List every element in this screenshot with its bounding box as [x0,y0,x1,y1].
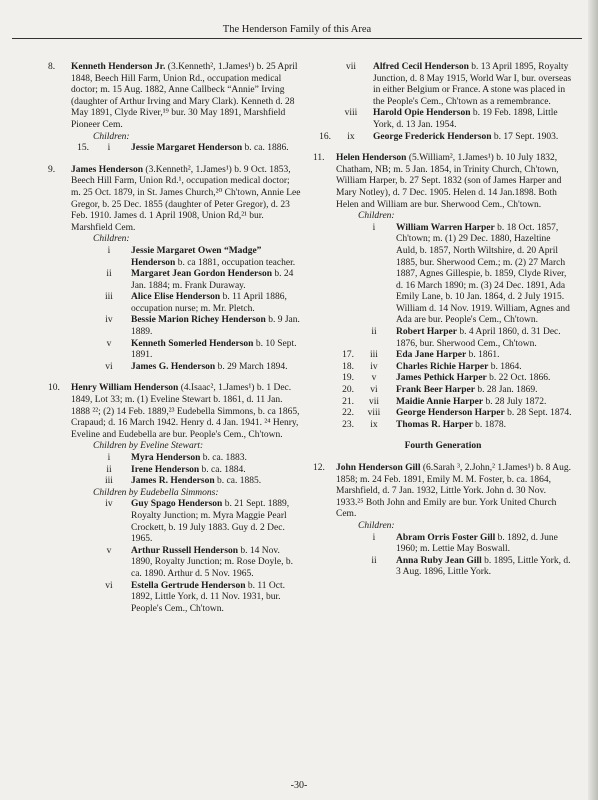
entry-text: (3.Kenneth², 1.James¹) b. 9 Oct. 1853, Beech Hill Farm, Union Rd.¹, occupation medical doctor; m. 25 Oct. 1879, in St. James Church,²⁰ Ch'town, Annie Lee Gregor, b. 25 Dec. 1855 (daughter of Peter Gregor), d. 23 Feb. 1910. James d. 1 April 1908, Union Rd,²¹ bur. Marshfield Cem. [71,164,301,233]
section-heading: Fourth Generation [404,441,482,452]
child-text: b. 11 Oct. 1892, Little York, d. 11 Nov. 1931, bur. People's Cem., Ch'town. [131,580,286,614]
child-item [313,132,573,144]
child-number: 19. [342,373,354,384]
child-text: b. 1892, d. June 1960; m. Lettie May Boswall. [396,532,558,555]
child-text: b. 18 Oct. 1857, Ch'town; m. (1) 29 Dec. 1880, Hazeltine Auld, b. 1857, North Wiltshire, d. 20 April 1885, bur. Sherwood Cem.; m. (2) 27 March 1887, Agnes Gillespie, b. 1859, Clyde River, d. 16 March 1890; m. (3) 24 Dec. 1891, Ada Emily Lane, b. 10 Jan. 1864, d. 2 July 1915. William d. 14 Nov. 1919. William, Agnes and Ada are bur. People's Cem., Ch'town. [396,222,570,326]
child-roman: iv [105,499,113,510]
child-item [336,350,573,362]
child-roman: vii [345,62,357,72]
child-item [71,315,301,338]
child-roman: ii [106,464,112,475]
child-text: b. 28 Sept. 1874. [504,408,572,419]
person-name: John Henderson Gill [336,463,421,473]
child-number: 18. [342,361,354,372]
child-item [71,269,301,292]
entry-number: 9. [48,164,56,175]
child-text: b. ca. 1883. [200,453,247,463]
child-text: b. 1864. [488,361,522,372]
child-item [71,292,301,315]
page-header: The Henderson Family of this Area [12,24,582,39]
child-number: 21. [342,396,354,407]
child-text: b. ca 1881, occupation teacher. [175,257,296,268]
child-number: 23. [342,419,354,430]
child-item [336,408,573,420]
child-text: b. 28 July 1872. [483,396,547,407]
entry-8 [48,62,301,155]
person-name: James Henderson [71,164,144,175]
child-name: Jessie Margaret Owen “Madge” Henderson [131,245,262,268]
child-text: b. 10 Sept. 1891. [131,338,297,361]
child-roman: iv [370,361,378,372]
child-item [71,499,301,545]
child-item [71,339,301,362]
child-text: b. 14 Nov. 1890, Royalty Junction; m. Rose Doyle, b. ca. 1890. Arthur d. 5 Nov. 1965. [131,545,294,579]
child-name: George Henderson Harper [396,408,505,419]
child-roman: vi [105,580,113,591]
child-item [71,465,301,477]
child-text: b. 21 Sept. 1889, Royalty Junction; m. Myra Maggie Pearl Crockett, b. 19 July 1883. Guy d. 2 Dec. 1965. [131,499,290,545]
child-name: James G. Henderson [131,361,216,372]
child-item [336,397,573,409]
child-text: b. 11 April 1886, occupation nurse; m. Mr. Pletch. [131,292,287,314]
child-name: William Warren Harper [396,222,495,233]
child-roman: vi [105,361,113,372]
child-roman: i [107,245,111,256]
child-text: b. 9 Jan. 1889. [131,315,300,338]
child-roman: v [371,373,377,384]
child-name: Alice Elise Henderson [131,292,221,303]
child-name: Harold Opie Henderson [373,108,471,119]
child-name: Alfred Cecil Henderson [373,62,469,72]
child-item [336,556,573,579]
left-column [48,62,301,625]
entry-number: 11. [313,153,325,164]
child-name: James Pethick Harper [396,373,487,384]
child-roman: ix [347,131,355,142]
children-label: Children: [358,520,395,531]
child-name: Estella Gertrude Henderson [131,580,246,591]
child-name: Bessie Marion Richey Henderson [131,315,266,326]
child-name: Anna Ruby Jean Gill [396,555,482,566]
child-name: Guy Spago Henderson [131,499,223,510]
child-roman: ii [371,555,377,566]
child-roman: v [106,338,112,349]
child-name: Irene Henderson [131,464,200,475]
child-roman: iv [105,315,113,326]
page-number: -30- [290,780,308,791]
child-roman: ii [371,327,377,338]
child-name: Arthur Russell Henderson [131,545,238,556]
child-text: b. 1861. [466,350,500,361]
entry-text: (6.Sarah ³, 2.John,² 1.James¹) b. 8 Aug. 1858; m. 24 Feb. 1891, Emily M. M. Foster, b. ca. 1864, Marshfield, d. 7 Jan. 1932, Little York. John d. 30 Nov. 1933.²⁵ Both John and Emily are bur. York United Church Cem. [336,463,571,520]
child-item [71,546,301,581]
child-name: Jessie Margaret Henderson [131,143,243,154]
child-text: b. 1878. [472,419,507,430]
entry-text: (4.Isaac², 1.James¹) b. 1 Dec. 1849, Lot 33; m. (1) Eveline Stewart b. 1861, d. 11 Jan. 1888 ²²; (2) 14 Feb. 1889,²³ Eudebella Simmons, b. ca 1865, Crapaud; d. 16 March 1942. Henry d. 4 Jan. 1941. ²⁴ Henry, Eveline and Eudebella are bur. People's Cem., Ch'town. [71,383,300,440]
child-name: James R. Henderson [131,476,215,487]
child-name: Charles Richie Harper [396,361,489,372]
child-roman: i [372,222,376,233]
child-number: 17. [342,350,354,361]
children-label: Children by Eveline Stewart: [93,441,204,452]
child-text: b. 17 Sept. 1903. [491,131,559,142]
children-label: Children: [93,131,130,142]
child-name: Maidie Annie Harper [396,396,484,407]
child-name: Abram Orris Foster Gill [396,532,496,543]
entry-9 [48,165,301,374]
child-name: Frank Beer Harper [396,385,475,396]
child-roman: ix [370,419,378,430]
entry-12 [313,463,573,579]
child-name: Kenneth Somerled Henderson [131,338,254,349]
child-number: 16. [319,131,331,142]
child-item [71,581,301,616]
children-label: Children: [358,211,395,222]
child-roman: i [107,453,111,463]
person-name: Henry William Henderson [71,383,179,394]
child-text: b. 4 April 1860, d. 31 Dec. 1876, bur. Sherwood Cem., Ch'town. [396,327,561,349]
child-roman: iii [105,292,113,303]
child-text: b. ca. 1884. [199,464,246,475]
child-name: George Frederick Henderson [373,131,492,142]
child-text: b. ca. 1885. [214,476,262,487]
child-item [71,362,301,374]
child-text: b. 29 March 1894. [215,361,288,372]
child-roman: viii [344,108,358,119]
child-item [336,327,573,350]
child-roman: ii [106,269,112,280]
child-text: b. 28 Jan. 1869. [474,385,538,396]
child-number: 15. [77,143,89,154]
child-item [336,362,573,374]
child-item [71,453,301,465]
child-item [313,62,573,108]
person-name: Kenneth Henderson Jr. [71,62,166,72]
child-item [336,223,573,327]
person-name: Helen Henderson [336,153,407,164]
child-item [336,373,573,385]
entry-11 [313,153,573,431]
child-roman: viii [367,408,381,419]
child-number: 20. [342,385,354,396]
right-column [313,62,573,589]
child-item [336,385,573,397]
child-item [71,143,301,155]
child-text: b. ca. 1886. [242,143,289,154]
entry-10 [48,383,301,615]
entry-number: 12. [313,463,325,473]
page-binding-shadow [588,0,598,800]
child-roman: iii [105,476,113,487]
child-item [71,246,301,269]
child-text: b. 22 Oct. 1866. [486,373,551,384]
child-text: b. 24 Jan. 1884; m. Frank Duraway. [131,269,294,291]
entry-number: 8. [48,62,56,72]
entry-text: (5.William², 1.James¹) b. 10 July 1832, Chatham, NB; m. 5 Jan. 1854, in Trinity Church, Ch'town, William Harper, b. 27 Sept. 1832 (son of James Harper and Mary Notley), d. 7 Dec. 1905. Helen d. 14 Jan.1898. Both Helen and William are bur. Sherwood Cem., Ch'town. [336,153,562,210]
child-item [336,420,573,432]
continued-children [313,62,573,143]
child-text: b. 13 April 1895, Royalty Junction, d. 8 May 1915, World War I, bur. overseas in either Belgium or France. A stone was placed in the People's Cem., Ch'town as a remembrance. [373,62,572,107]
entry-text: (3.Kenneth², 1.James¹) b. 25 April 1848, Beech Hill Farm, Union Rd., occupation medical doctor; m. 15 Aug. 1882, Anne Callbeck “Annie” Irving (daughter of Arthur Irving and Mary Clark). Kenneth d. 28 May 1891, Clyde River,¹⁹ bur. 30 May 1891, Marshfield Pioneer Cem. [71,62,298,130]
child-roman: i [107,143,111,154]
child-roman: vii [368,396,380,407]
child-number: 22. [342,408,354,419]
child-item [336,533,573,556]
child-name: Margaret Jean Gordon Henderson [131,269,272,280]
child-name: Robert Harper [396,327,457,338]
child-name: Thomas R. Harper [396,419,473,430]
child-roman: i [372,532,376,543]
entry-number: 10. [48,383,60,394]
child-roman: iii [370,350,378,361]
child-roman: v [106,545,112,556]
child-name: Eda Jane Harper [396,350,467,361]
children-label: Children by Eudebella Simmons: [93,487,219,498]
child-item [313,108,573,131]
child-item [71,476,301,488]
child-name: Myra Henderson [131,453,201,463]
child-text: b. 19 Feb. 1898, Little York, d. 13 Jan. 1954. [373,108,558,130]
child-text: b. 1895, Little York, d. 3 Aug. 1896, Little York. [396,555,571,578]
children-label: Children: [93,234,130,245]
child-roman: vi [370,385,378,396]
